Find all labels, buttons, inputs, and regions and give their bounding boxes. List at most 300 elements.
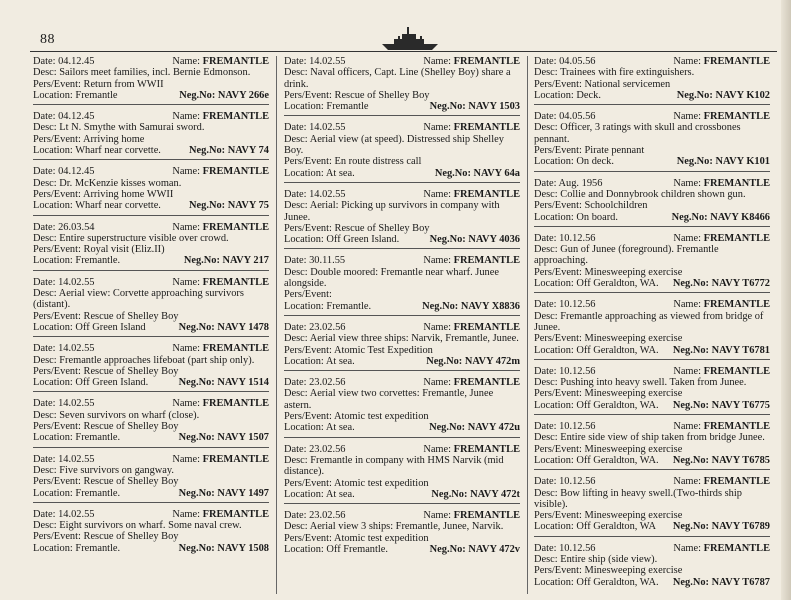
- date-name-row: [284, 510, 520, 521]
- catalogue-entry: [33, 166, 269, 215]
- neg-no-label: Neg.No:: [672, 399, 712, 411]
- location-label: Location:: [534, 576, 577, 588]
- catalogue-entry: [284, 189, 520, 249]
- catalogue-entry: [33, 56, 269, 105]
- date-value: 14.02.55: [58, 453, 95, 465]
- neg-no-field: [179, 432, 269, 443]
- name-label: Name:: [423, 510, 454, 522]
- neg-no-label: Neg.No:: [178, 321, 218, 333]
- desc-field: [33, 520, 269, 531]
- location-field: [33, 145, 161, 156]
- pers-event-value: Pirate pennant: [584, 145, 645, 157]
- catalogue-entry: [33, 343, 269, 392]
- location-field: [534, 90, 601, 101]
- column-divider: [527, 56, 528, 594]
- pers-event-field: [284, 223, 520, 234]
- date-name-row: [284, 122, 520, 133]
- name-label: Name:: [423, 255, 454, 267]
- name-label: Name:: [423, 377, 454, 389]
- location-neg-row: [284, 422, 520, 433]
- location-label: Location:: [33, 432, 76, 444]
- name-field: [172, 277, 269, 288]
- date-name-row: [33, 56, 269, 67]
- location-value: At sea.: [325, 488, 355, 500]
- location-label: Location:: [284, 300, 327, 312]
- pers-event-value: Minesweeping exercise: [584, 510, 683, 522]
- name-label: Name:: [423, 321, 454, 333]
- name-value: FREMANTLE: [453, 255, 520, 267]
- neg-no-label: Neg.No:: [434, 167, 474, 179]
- location-field: [33, 543, 120, 554]
- location-field: [284, 234, 399, 245]
- neg-no-field: [429, 422, 520, 433]
- desc-value: Aerial view: Corvette approaching survivors (distant).: [33, 288, 244, 311]
- location-field: [33, 377, 148, 388]
- desc-value: Fremantle in company with HMS Narvik (mid distance).: [284, 454, 504, 478]
- name-field: [673, 366, 770, 377]
- pers-event-label: Pers/Event:: [284, 289, 332, 301]
- neg-no-field: [179, 377, 269, 388]
- desc-value: Officer, 3 ratings with skull and crossbones pennant.: [534, 122, 741, 145]
- catalogue-entry: [33, 454, 269, 503]
- desc-field: [534, 554, 770, 565]
- location-value: On deck.: [576, 156, 614, 168]
- name-value: FREMANTLE: [703, 56, 770, 67]
- date-value: 10.12.56: [559, 542, 596, 554]
- neg-no-label: Neg.No:: [676, 89, 716, 101]
- desc-label: Desc:: [284, 67, 311, 79]
- name-label: Name:: [172, 111, 203, 123]
- desc-label: Desc:: [284, 200, 310, 212]
- neg-no-field: [673, 400, 770, 411]
- location-field: [284, 544, 388, 555]
- desc-label: Desc:: [284, 266, 311, 278]
- location-neg-row: [534, 400, 770, 411]
- neg-no-label: Neg.No:: [676, 156, 716, 168]
- location-field: [33, 488, 120, 499]
- desc-field: [534, 311, 770, 334]
- location-label: Location:: [534, 399, 577, 411]
- name-field: [172, 222, 269, 233]
- pers-event-value: Royal visit (Eliz.II): [83, 244, 165, 256]
- desc-value: Aerial view three ships: Narvik, Fremantle, Junee.: [309, 333, 519, 345]
- name-label: Name:: [172, 221, 203, 233]
- date-value: 10.12.56: [559, 365, 596, 377]
- date-field: [534, 56, 595, 67]
- neg-no-field: [189, 145, 269, 156]
- location-value: Off Geraldton, WA.: [576, 344, 659, 356]
- location-field: [33, 90, 118, 101]
- neg-no-value: NAVY 1514: [217, 377, 269, 389]
- location-value: Off Geraldton, WA.: [576, 576, 659, 588]
- neg-no-value: NAVY 472v: [468, 543, 520, 555]
- date-value: 26.03.54: [58, 221, 95, 233]
- date-name-row: [284, 255, 520, 266]
- location-label: Location:: [33, 321, 76, 333]
- neg-no-value: NAVY K101: [715, 156, 770, 168]
- desc-label: Desc:: [534, 377, 561, 389]
- location-field: [33, 255, 120, 266]
- desc-value: Dr. McKenzie kisses woman.: [59, 177, 182, 189]
- date-label: Date:: [284, 122, 310, 134]
- location-value: Fremantle.: [75, 487, 121, 499]
- pers-event-value: Atomic test expedition: [333, 477, 429, 489]
- location-neg-row: [284, 234, 520, 245]
- neg-no-label: Neg.No:: [178, 542, 218, 554]
- column-1: [33, 56, 269, 596]
- neg-no-value: NAVY T6785: [711, 454, 770, 466]
- catalogue-entry: [534, 56, 770, 105]
- pers-event-value: Arriving home: [82, 133, 145, 145]
- neg-no-field: [179, 543, 269, 554]
- name-value: FREMANTLE: [703, 177, 770, 189]
- name-value: FREMANTLE: [703, 232, 770, 244]
- neg-no-value: NAVY X8836: [460, 300, 520, 312]
- date-name-row: [33, 343, 269, 354]
- name-value: FREMANTLE: [202, 56, 269, 67]
- date-name-row: [33, 111, 269, 122]
- date-value: 23.02.56: [309, 443, 346, 455]
- date-label: Date:: [534, 365, 560, 377]
- date-value: 23.02.56: [309, 321, 346, 333]
- desc-label: Desc:: [33, 232, 60, 244]
- location-value: Off Fremantle.: [326, 543, 388, 555]
- pers-event-field: [33, 476, 269, 487]
- name-field: [673, 178, 770, 189]
- date-field: [33, 343, 94, 354]
- desc-field: [284, 333, 520, 344]
- location-label: Location:: [284, 101, 327, 113]
- date-name-row: [284, 56, 520, 67]
- name-value: FREMANTLE: [703, 542, 770, 554]
- pers-event-field: [534, 200, 770, 211]
- name-field: [673, 233, 770, 244]
- date-label: Date:: [534, 421, 560, 433]
- pers-event-value: Rescue of Shelley Boy: [83, 310, 179, 322]
- desc-value: Five survivors on gangway.: [59, 464, 175, 476]
- location-neg-row: [534, 521, 770, 532]
- location-value: Off Geraldton, WA.: [576, 454, 659, 466]
- name-field: [423, 322, 520, 333]
- desc-value: Aerial: Picking up survivors in company with Junee.: [284, 200, 500, 223]
- date-field: [534, 476, 595, 487]
- date-value: 04.05.56: [559, 111, 596, 123]
- date-name-row: [534, 111, 770, 122]
- desc-value: Eight survivors on wharf. Some naval crew.: [59, 520, 242, 532]
- date-value: 30.11.55: [309, 255, 346, 267]
- desc-value: Sailors meet families, incl. Bernie Edmonson.: [59, 67, 251, 79]
- neg-no-value: NAVY 472t: [470, 488, 520, 500]
- pers-event-label: Pers/Event:: [284, 532, 334, 544]
- neg-no-field: [184, 255, 269, 266]
- pers-event-label: Pers/Event:: [284, 89, 335, 101]
- name-value: FREMANTLE: [703, 421, 770, 433]
- date-name-row: [534, 178, 770, 189]
- desc-label: Desc:: [33, 177, 60, 189]
- name-field: [673, 111, 770, 122]
- name-field: [423, 510, 520, 521]
- name-value: FREMANTLE: [703, 299, 770, 311]
- date-label: Date:: [33, 453, 59, 465]
- pers-event-label: Pers/Event:: [284, 477, 334, 489]
- neg-no-value: NAVY 1507: [217, 432, 269, 444]
- pers-event-label: Pers/Event:: [33, 244, 84, 256]
- catalogue-entry: [33, 111, 269, 160]
- date-label: Date:: [284, 321, 310, 333]
- pers-event-value: Rescue of Shelley Boy: [334, 222, 430, 234]
- desc-value: Bow lifting in heavy swell.(Two-thirds ship visible).: [534, 487, 742, 510]
- name-label: Name:: [423, 443, 454, 455]
- desc-value: Naval officers, Capt. Line (Shelley Boy) share a drink.: [284, 67, 511, 90]
- pers-event-value: Atomic Test Expedition: [333, 344, 433, 356]
- name-label: Name:: [423, 188, 454, 200]
- pers-event-value: Minesweeping exercise: [584, 266, 683, 278]
- date-name-row: [33, 166, 269, 177]
- catalogue-entry: [534, 299, 770, 359]
- neg-no-value: NAVY T6789: [711, 521, 770, 533]
- neg-no-label: Neg.No:: [429, 234, 469, 246]
- desc-label: Desc:: [33, 464, 60, 476]
- pers-event-value: Schoolchildren: [584, 200, 648, 212]
- location-neg-row: [33, 90, 269, 101]
- catalogue-entry: [284, 510, 520, 558]
- date-value: 04.12.45: [58, 56, 95, 67]
- pers-event-label: Pers/Event:: [534, 266, 585, 278]
- neg-no-value: NAVY 74: [227, 145, 269, 157]
- date-value: 10.12.56: [559, 232, 596, 244]
- name-value: FREMANTLE: [453, 510, 520, 522]
- date-name-row: [33, 222, 269, 233]
- pers-event-field: [284, 156, 520, 167]
- catalogue-entry: [284, 56, 520, 116]
- name-value: FREMANTLE: [202, 453, 269, 465]
- date-field: [534, 111, 595, 122]
- column-3: [534, 56, 770, 596]
- date-label: Date:: [33, 398, 59, 410]
- location-value: Off Geraldton, WA.: [576, 399, 659, 411]
- neg-no-value: NAVY 75: [227, 200, 269, 212]
- name-field: [172, 509, 269, 520]
- location-value: Wharf near corvette.: [75, 200, 161, 212]
- date-label: Date:: [534, 542, 560, 554]
- location-field: [534, 455, 659, 466]
- neg-no-field: [422, 301, 520, 312]
- location-field: [534, 521, 656, 532]
- location-value: Off Geraldton, WA: [576, 521, 656, 533]
- date-name-row: [33, 509, 269, 520]
- pers-event-field: [534, 145, 770, 156]
- location-value: Fremantle.: [75, 255, 121, 267]
- neg-no-label: Neg.No:: [178, 377, 218, 389]
- pers-event-label: Pers/Event:: [284, 344, 334, 356]
- name-value: FREMANTLE: [703, 111, 770, 123]
- location-neg-row: [534, 90, 770, 101]
- date-name-row: [534, 56, 770, 67]
- location-value: At sea.: [325, 355, 355, 367]
- date-name-row: [284, 189, 520, 200]
- desc-label: Desc:: [534, 122, 561, 134]
- location-field: [534, 577, 659, 588]
- neg-no-label: Neg.No:: [178, 487, 218, 499]
- pers-event-label: Pers/Event:: [534, 510, 585, 522]
- name-field: [423, 377, 520, 388]
- desc-field: [534, 67, 770, 78]
- neg-no-label: Neg.No:: [431, 488, 471, 500]
- date-field: [284, 122, 345, 133]
- pers-event-field: [534, 388, 770, 399]
- pers-event-field: [33, 531, 269, 542]
- name-label: Name:: [673, 177, 704, 189]
- pers-event-field: [534, 565, 770, 576]
- desc-value: Entire side view of ship taken from bridge Junee.: [560, 432, 765, 444]
- date-value: 23.02.56: [309, 510, 346, 522]
- name-field: [172, 56, 269, 67]
- name-field: [172, 454, 269, 465]
- name-label: Name:: [172, 453, 203, 465]
- name-label: Name:: [673, 365, 704, 377]
- desc-value: Pushing into heavy swell. Taken from Junee.: [560, 377, 747, 389]
- location-field: [284, 168, 355, 179]
- date-field: [534, 421, 595, 432]
- location-value: At sea.: [325, 422, 355, 434]
- date-label: Date:: [284, 188, 310, 200]
- name-label: Name:: [673, 299, 704, 311]
- neg-no-value: NAVY 1503: [468, 101, 520, 113]
- desc-field: [284, 455, 520, 478]
- location-value: Fremantle: [326, 101, 369, 113]
- neg-no-label: Neg.No:: [426, 355, 465, 367]
- name-field: [673, 476, 770, 487]
- location-field: [534, 345, 659, 356]
- desc-field: [33, 67, 269, 78]
- pers-event-label: Pers/Event:: [33, 476, 84, 488]
- neg-no-label: Neg.No:: [672, 278, 712, 290]
- name-field: [172, 398, 269, 409]
- date-value: 04.05.56: [559, 56, 596, 67]
- location-label: Location:: [33, 542, 76, 554]
- date-label: Date:: [534, 111, 560, 123]
- desc-label: Desc:: [534, 487, 561, 499]
- location-value: Fremantle.: [75, 542, 121, 554]
- location-neg-row: [534, 455, 770, 466]
- desc-field: [284, 67, 520, 90]
- pers-event-label: Pers/Event:: [33, 310, 84, 322]
- date-value: 14.02.55: [309, 122, 346, 134]
- header-rule: [30, 51, 777, 52]
- date-value: 14.02.55: [58, 276, 95, 288]
- desc-field: [33, 465, 269, 476]
- neg-no-field: [430, 101, 520, 112]
- pers-event-field: [284, 533, 520, 544]
- location-value: Fremantle.: [75, 432, 121, 444]
- catalogue-entry: [534, 543, 770, 591]
- date-value: 04.12.45: [58, 111, 95, 123]
- name-field: [172, 111, 269, 122]
- neg-no-value: NAVY T6781: [711, 344, 770, 356]
- desc-value: Gun of Junee (foreground). Fremantle approaching.: [534, 244, 719, 267]
- neg-no-field: [673, 278, 770, 289]
- name-label: Name:: [673, 476, 704, 488]
- catalogue-entry: [534, 476, 770, 536]
- desc-value: Aerial view two corvettes: Fremantle, Junee astern.: [284, 388, 494, 411]
- catalogue-entry: [284, 255, 520, 315]
- neg-no-field: [189, 200, 269, 211]
- desc-label: Desc:: [534, 310, 561, 322]
- desc-field: [534, 122, 770, 145]
- catalogue-entry: [284, 377, 520, 437]
- date-field: [33, 222, 94, 233]
- page-edge-shadow: [781, 0, 791, 600]
- name-value: FREMANTLE: [703, 365, 770, 377]
- name-label: Name:: [423, 56, 454, 67]
- location-label: Location:: [33, 487, 76, 499]
- desc-value: Lt N. Smythe with Samurai sword.: [59, 122, 205, 134]
- neg-no-value: NAVY 4036: [468, 234, 520, 246]
- desc-field: [534, 189, 770, 200]
- location-value: Off Green Island.: [326, 234, 400, 246]
- date-value: 10.12.56: [559, 421, 596, 433]
- ship-icon: [380, 26, 440, 52]
- name-value: FREMANTLE: [202, 221, 269, 233]
- name-value: FREMANTLE: [202, 166, 269, 178]
- pers-event-value: Rescue of Shelley Boy: [83, 421, 179, 433]
- desc-value: Fremantle approaching as viewed from bridge of Junee.: [534, 310, 764, 333]
- date-field: [284, 510, 345, 521]
- neg-no-field: [179, 488, 269, 499]
- neg-no-label: Neg.No:: [672, 344, 712, 356]
- name-value: FREMANTLE: [453, 443, 520, 455]
- date-value: 10.12.56: [559, 476, 596, 488]
- neg-no-label: Neg.No:: [672, 576, 712, 588]
- name-label: Name:: [172, 166, 203, 178]
- desc-label: Desc:: [534, 67, 561, 79]
- location-label: Location:: [33, 377, 76, 389]
- pers-event-field: [534, 267, 770, 278]
- date-label: Date:: [284, 255, 310, 267]
- pers-event-field: [33, 311, 269, 322]
- column-2: [284, 56, 520, 596]
- pers-event-field: [33, 79, 269, 90]
- catalogue-entry: [284, 322, 520, 371]
- name-label: Name:: [172, 398, 203, 410]
- desc-field: [33, 233, 269, 244]
- location-label: Location:: [534, 156, 577, 168]
- pers-event-label: Pers/Event:: [534, 78, 585, 90]
- desc-label: Desc:: [284, 388, 310, 400]
- neg-no-field: [430, 234, 520, 245]
- location-label: Location:: [284, 355, 326, 367]
- pers-event-label: Pers/Event:: [534, 443, 585, 455]
- location-value: Off Geraldton, WA.: [576, 278, 659, 290]
- desc-value: Collie and Donnybrook children shown gun.: [560, 188, 746, 200]
- pers-event-label: Pers/Event:: [33, 188, 83, 200]
- name-label: Name:: [673, 421, 704, 433]
- pers-event-field: [284, 289, 520, 300]
- pers-event-field: [33, 189, 269, 200]
- location-label: Location:: [284, 234, 327, 246]
- neg-no-field: [677, 90, 770, 101]
- name-label: Name:: [673, 56, 704, 67]
- date-label: Date:: [284, 443, 310, 455]
- date-field: [33, 166, 94, 177]
- pers-event-field: [534, 79, 770, 90]
- location-value: On board.: [576, 211, 618, 223]
- neg-no-value: NAVY K102: [715, 89, 770, 101]
- location-label: Location:: [33, 255, 76, 267]
- name-value: FREMANTLE: [453, 321, 520, 333]
- desc-field: [33, 355, 269, 366]
- date-value: 10.12.56: [559, 299, 596, 311]
